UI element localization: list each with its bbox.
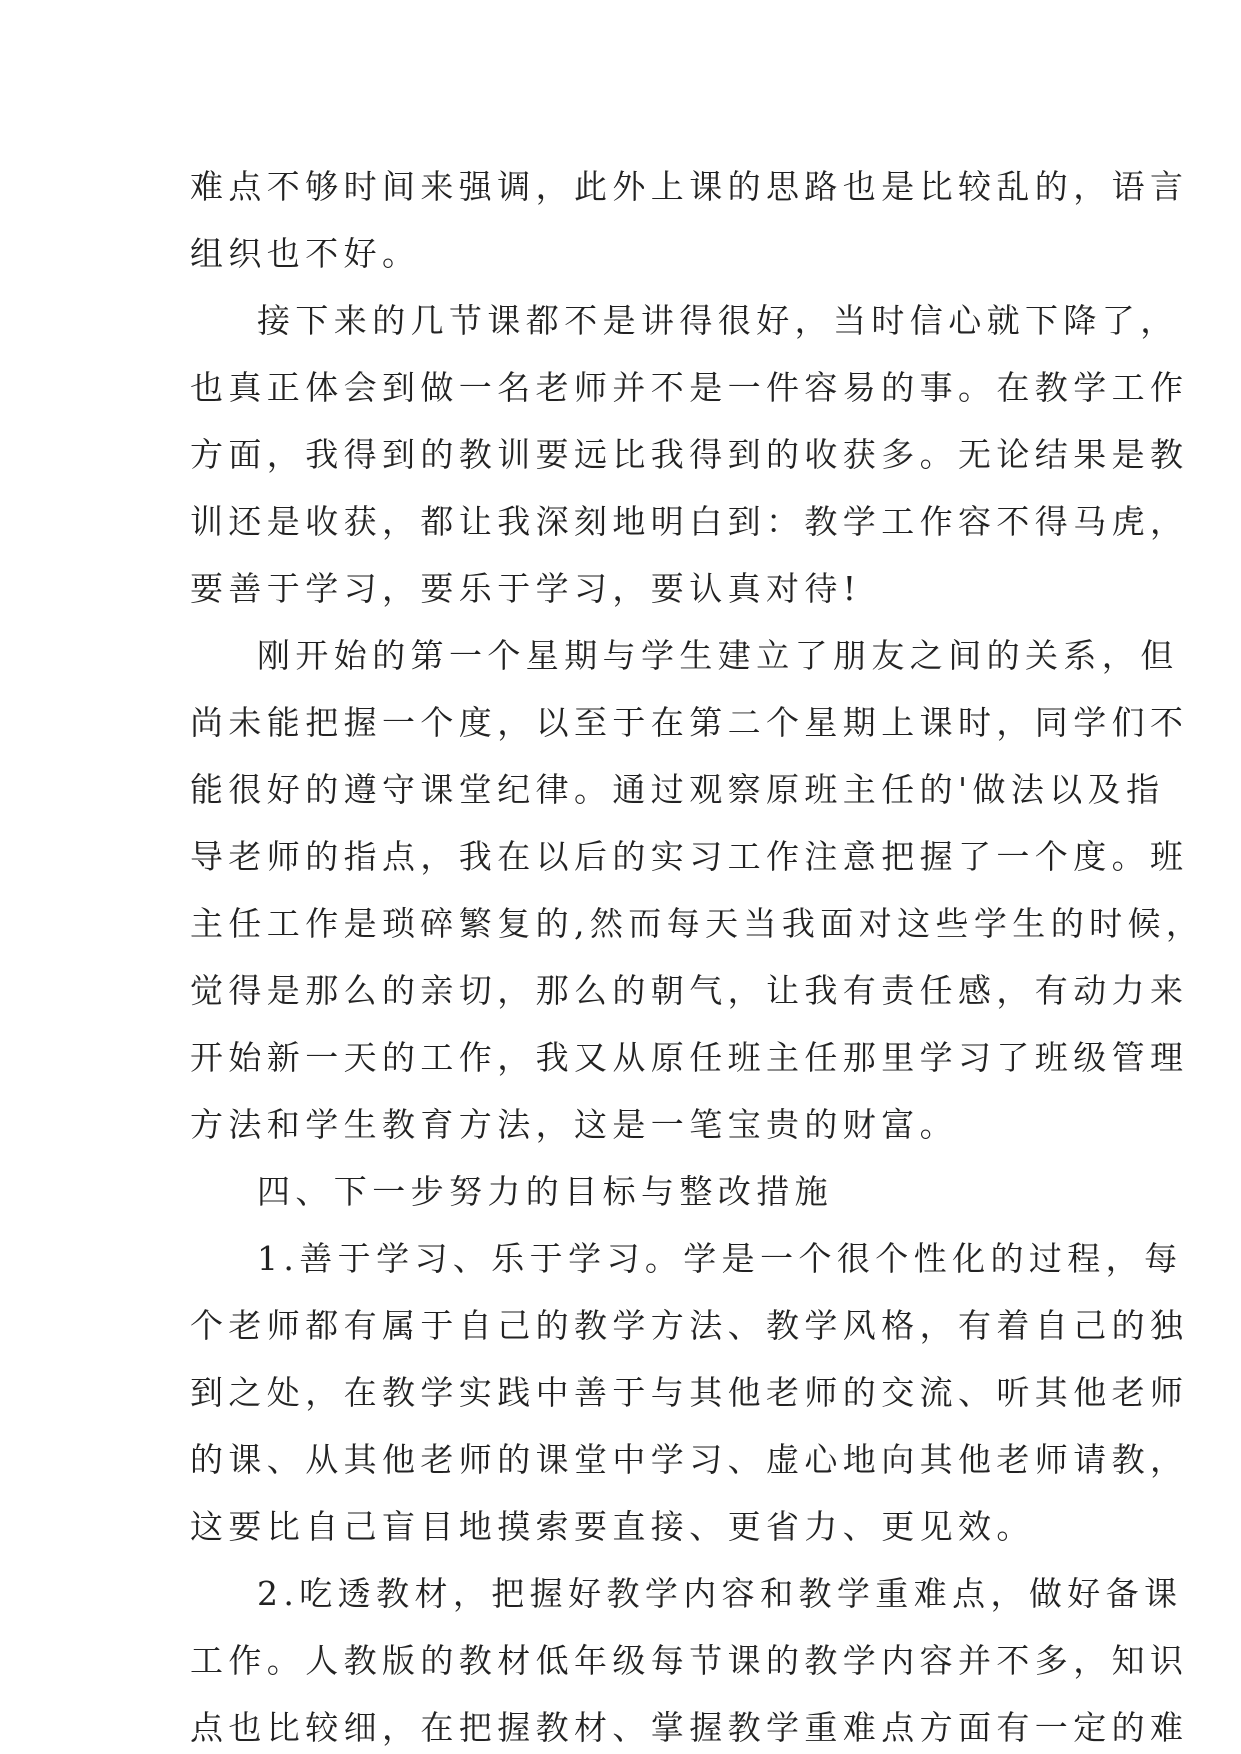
text-line: 方法和学生教育方法，这是一笔宝贵的财富。 <box>190 1105 958 1144</box>
paragraph-start-line: 刚开始的第一个星期与学生建立了朋友之间的关系，但 <box>257 636 1179 675</box>
text-line: 工作。人教版的教材低年级每节课的教学内容并不多，知识 <box>190 1641 1189 1680</box>
text-line: 尚未能把握一个度，以至于在第二个星期上课时，同学们不 <box>190 703 1189 742</box>
text-line: 方面，我得到的教训要远比我得到的收获多。无论结果是教 <box>190 435 1189 474</box>
paragraph-start-line: 接下来的几节课都不是讲得很好，当时信心就下降了， <box>257 301 1179 340</box>
text-line: 到之处，在教学实践中善于与其他老师的交流、听其他老师 <box>190 1373 1189 1412</box>
text-line: 个老师都有属于自己的教学方法、教学风格，有着自己的独 <box>190 1306 1189 1345</box>
text-line: 觉得是那么的亲切，那么的朝气，让我有责任感，有动力来 <box>190 971 1189 1010</box>
text-line: 导老师的指点，我在以后的实习工作注意把握了一个度。班 <box>190 837 1189 876</box>
paragraph-start-line: 2.吃透教材，把握好教学内容和教学重难点，做好备课 <box>257 1574 1183 1613</box>
text-line: 训还是收获，都让我深刻地明白到：教学工作容不得马虎， <box>190 502 1189 541</box>
text-line: 点也比较细，在把握教材、掌握教学重难点方面有一定的难 <box>190 1708 1189 1747</box>
text-line: 难点不够时间来强调，此外上课的思路也是比较乱的，语言 <box>190 167 1189 206</box>
text-line: 这要比自己盲目地摸索要直接、更省力、更见效。 <box>190 1507 1035 1546</box>
text-line: 主任工作是琐碎繁复的,然而每天当我面对这些学生的时候， <box>190 904 1205 943</box>
text-line: 能很好的遵守课堂纪律。通过观察原班主任的'做法以及指 <box>190 770 1165 809</box>
text-line: 要善于学习，要乐于学习，要认真对待! <box>190 569 862 608</box>
text-line: 开始新一天的工作，我又从原任班主任那里学习了班级管理 <box>190 1038 1189 1077</box>
text-line: 也真正体会到做一名老师并不是一件容易的事。在教学工作 <box>190 368 1189 407</box>
section-heading: 四、下一步努力的目标与整改措施 <box>257 1172 833 1211</box>
paragraph-start-line: 1.善于学习、乐于学习。学是一个很个性化的过程，每 <box>257 1239 1183 1278</box>
text-line: 的课、从其他老师的课堂中学习、虚心地向其他老师请教， <box>190 1440 1189 1479</box>
text-line: 组织也不好。 <box>190 234 421 273</box>
